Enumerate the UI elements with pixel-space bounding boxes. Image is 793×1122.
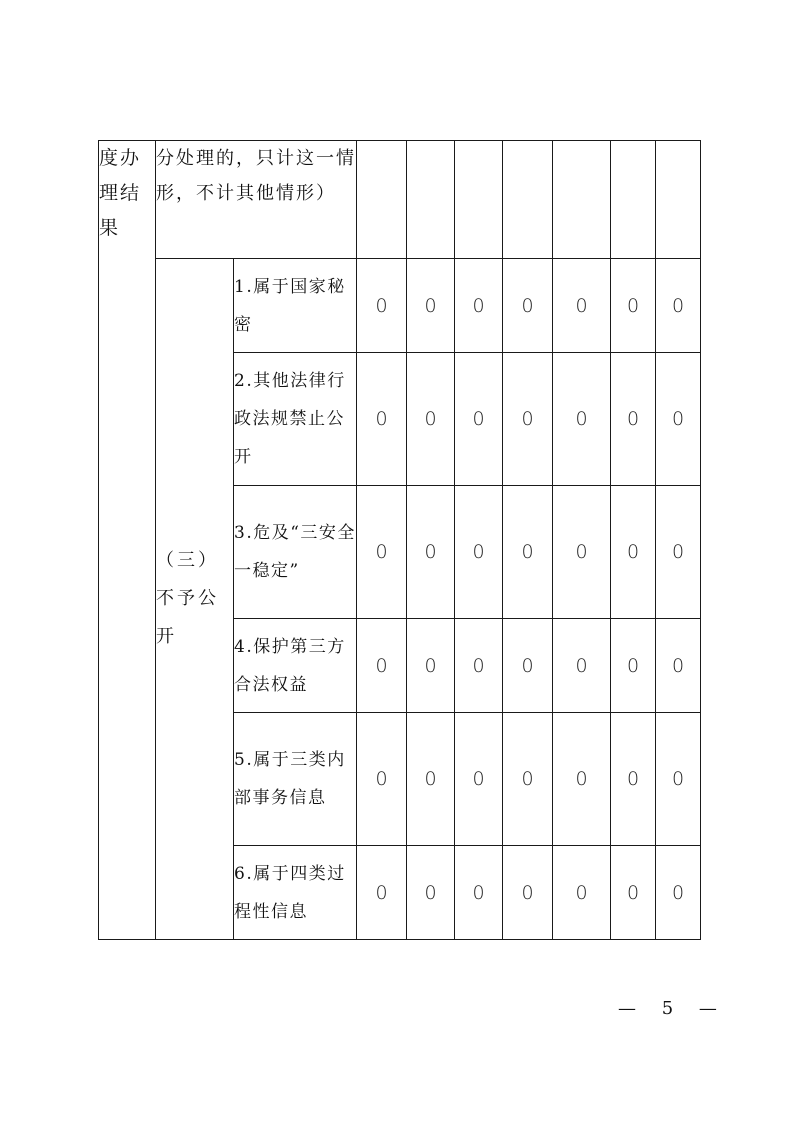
table-row bbox=[99, 259, 701, 353]
value-cell: 0 bbox=[455, 846, 503, 940]
value-cell: 0 bbox=[407, 486, 455, 619]
disclosure-stats-table bbox=[98, 140, 701, 940]
value-cell: 0 bbox=[611, 486, 656, 619]
empty-cell bbox=[357, 141, 407, 259]
value-cell: 0 bbox=[503, 259, 553, 353]
value-cell: 0 bbox=[357, 259, 407, 353]
group-label: （三）不予公开 bbox=[156, 259, 234, 940]
value-cell: 0 bbox=[503, 619, 553, 713]
value-cell: 0 bbox=[455, 353, 503, 486]
row-label: 3.危及“三安全一稳定” bbox=[234, 486, 357, 619]
value-cell: 0 bbox=[407, 259, 455, 353]
value-cell: 0 bbox=[611, 846, 656, 940]
value-cell: 0 bbox=[407, 353, 455, 486]
value-cell: 0 bbox=[407, 713, 455, 846]
value-cell: 0 bbox=[455, 713, 503, 846]
value-cell: 0 bbox=[455, 486, 503, 619]
value-cell: 0 bbox=[553, 713, 611, 846]
empty-cell bbox=[553, 141, 611, 259]
value-cell: 0 bbox=[656, 259, 701, 353]
empty-cell bbox=[455, 141, 503, 259]
value-cell: 0 bbox=[553, 486, 611, 619]
empty-cell bbox=[656, 141, 701, 259]
value-cell: 0 bbox=[553, 259, 611, 353]
value-cell: 0 bbox=[407, 846, 455, 940]
value-cell: 0 bbox=[611, 619, 656, 713]
value-cell: 0 bbox=[611, 353, 656, 486]
value-cell: 0 bbox=[611, 713, 656, 846]
value-cell: 0 bbox=[503, 486, 553, 619]
value-cell: 0 bbox=[503, 846, 553, 940]
row-label: 2.其他法律行政法规禁止公开 bbox=[234, 353, 357, 486]
value-cell: 0 bbox=[611, 259, 656, 353]
value-cell: 0 bbox=[553, 353, 611, 486]
value-cell: 0 bbox=[503, 353, 553, 486]
row-label: 4.保护第三方合法权益 bbox=[234, 619, 357, 713]
value-cell: 0 bbox=[357, 713, 407, 846]
value-cell: 0 bbox=[656, 846, 701, 940]
row-label: 6.属于四类过程性信息 bbox=[234, 846, 357, 940]
page-number: — 5 — bbox=[618, 998, 727, 1019]
category-label: 分处理的，只计这一情形，不计其他情形） bbox=[156, 141, 357, 259]
value-cell: 0 bbox=[455, 259, 503, 353]
row-label: 5.属于三类内部事务信息 bbox=[234, 713, 357, 846]
value-cell: 0 bbox=[553, 619, 611, 713]
value-cell: 0 bbox=[656, 619, 701, 713]
section-label: 度办理结果 bbox=[99, 141, 156, 940]
value-cell: 0 bbox=[503, 713, 553, 846]
value-cell: 0 bbox=[656, 713, 701, 846]
value-cell: 0 bbox=[656, 486, 701, 619]
category-row bbox=[99, 141, 701, 259]
row-label: 1.属于国家秘密 bbox=[234, 259, 357, 353]
value-cell: 0 bbox=[407, 619, 455, 713]
value-cell: 0 bbox=[357, 619, 407, 713]
empty-cell bbox=[407, 141, 455, 259]
value-cell: 0 bbox=[455, 619, 503, 713]
value-cell: 0 bbox=[656, 353, 701, 486]
empty-cell bbox=[611, 141, 656, 259]
value-cell: 0 bbox=[357, 353, 407, 486]
value-cell: 0 bbox=[357, 486, 407, 619]
value-cell: 0 bbox=[553, 846, 611, 940]
value-cell: 0 bbox=[357, 846, 407, 940]
empty-cell bbox=[503, 141, 553, 259]
